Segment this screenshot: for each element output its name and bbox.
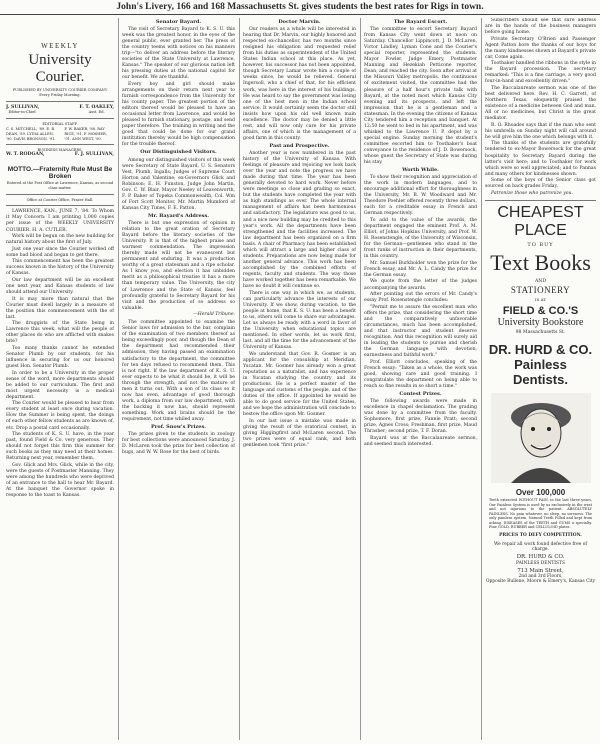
dentist-street: 713 Main Street, xyxy=(517,567,564,574)
paragraph: The following awards were made in excellence in chapel declamation. The grading was done by a committee from the faculty. Sophomore, first prize, Fannie Pratt; second prize, Agnes Cross; Freshman, first prize, Maud Thrasher; second prize, T. F. Doran. xyxy=(364,398,477,435)
divider xyxy=(6,118,114,119)
article-heading: Contest Prizes. xyxy=(399,390,442,397)
paragraph: Gov. Glick and Mrs. Glick, while in the city, were the guests of Postmaster Manning. They were among the hundreds who were deprived of an entrance to the hall to hear Mr. Bayard. At the banquet the Governor spoke in response to the toast to Kansas. xyxy=(6,462,114,499)
paragraph: Subscribers should see that sure address are in the hands of the business managers before going home. xyxy=(485,18,596,36)
patronize-note: Patronize those who patronize you. xyxy=(491,190,573,196)
paragraph: The Baccalaureate sermon was one of the best delivered here. Rev. H. C. Garrett, of Northern Texas, eloquently praised the existence of a medicine between God and man. All or no medicines, but Christ is the great mediator. xyxy=(485,86,596,122)
dentist-name: DR. HURD & CO. xyxy=(488,342,593,358)
paragraph: Mr. Samuel Burkholder won the prize for the French essay, and Mr. A. L. Candy the prize for the German essay. xyxy=(364,260,477,278)
paragraph: After pointing out the errors of Mr. Candy's essay Prof. Rosenstengle concludes: xyxy=(364,292,477,304)
masthead-publisher: PUBLISHED BY UNIVERSITY COURIER COMPANY xyxy=(12,88,108,92)
dentist-opposite: Opposite Bullene, Moore & Emery's, Kansas City xyxy=(485,579,596,585)
paragraph: In order to be a University in the proper sense of the word, more departments should be added to our curriculum. The first and most urgent necessity is a medical department. xyxy=(6,370,114,400)
divider xyxy=(6,205,114,206)
ad-cheapest: CHEAPEST PLACE xyxy=(497,203,584,239)
dentist-over: Over 100,000 xyxy=(515,488,566,498)
paragraph: There is but one expression of opinion in relation to the great oration of Secretary Bayard before the literary societies of the University. It is that of the highest praise and warmest commendation. The impression thereby made will not be evanescent but permanent and enduring. It was a production worthy of a great statesman and a ripe scholar. As I know you, and election it has unbidden merit as a philosophical treatise it has a more than temporary value. The University, the city of Lawrence and the State of Kansas, feel profoundly grateful to Secretary Bayard for his visit and the production of so address so valuable. xyxy=(122,221,235,311)
column-1 xyxy=(6,18,114,740)
staff-left: C. S. MITCHELL, '89. E. B. DEAN, '89. LYDIA ALLEN, '90. DAVIS BRONSON, '91. xyxy=(6,126,56,141)
article-heading: The Bayard Escort. xyxy=(393,19,448,25)
ad-and: AND xyxy=(534,278,547,284)
paragraph: To add to the value of the awards, the department engaged the eminent Prof. A. M. Elliot, of Johns Hopkins University, and Prof. W. H. Rosenstengle, of the University of Wisconsin, for the German—gentlemen who stand in the front ranks of instruction in their departments, in this country. xyxy=(364,218,477,260)
paragraph: Another year is now numbered in the past history of the University of Kansas. With feelings of pleasure and rejoicing we look back over the year and note the progress we have made during that time. The year has been generally devoted to hard work. Never before were meetings so close and grading so exact, but the students have completed the year with as high standings as ever. The whole internal management of affairs has been harmonious and satisfactory. The legislature was good to us, and a nice new building may be credited to this year's work. All the departments have been strengthened and the facilities increased. The law department has been organized on a firm basis. A chair of Pharmacy has been established which will attract a large and higher class of students. Preparations are now being made for another general advance. This work has been accomplished by the combined efforts of regents, faculty and students. The way those have worked together has been remarkable. We have no doubt it will continue so. xyxy=(243,150,356,290)
editor-name: J. SULLIVAN, xyxy=(6,104,40,110)
paragraph: Among our distinguished visitors of this week were Secretary of State Bayard, U. S. Senators Vest, Plumb, Ingalls; Judges of Supreme Court Horton and Valentine; ex-Governors Glick and Robinson; E. H. Funston, Judge John Martin, Gov. C. W. Blair, Mayor Neeley of Leavenworth, F. P. Baker of Topeka Commonwealth, Col. Wm of Fort Scott Monitor, Mr. Martin Mumford of Kansas City Times, F. E. Patton. xyxy=(122,157,235,211)
paragraph: The Courier would be pleased to hear from every student at least once during vacation. How the Summer is being spent, the doings of each other fellow students as are known of, etc. Drop a postal card occasionally. xyxy=(6,401,114,431)
paragraph: R. O. Rhoades says that if the man who sent his umbrella on Sunday night will call around he will give him the one which belongs with it. xyxy=(485,122,596,140)
column-4 xyxy=(364,18,477,740)
office-note: Office at Courier Office, Frazer Hall. xyxy=(26,197,94,202)
paragraph: LAWRENCE, KAN., JUNE 7, '84. To Whom it May Concern: I am printing 1,000 copies per issue of the WEEKLY UNIVERSITY COURIER. H. A. CUTLER. xyxy=(6,209,114,233)
article-heading: Prof. Snow's Prizes. xyxy=(150,424,207,431)
paragraph: Bayard was at the Baccalaureate sermon, and seemed much interested. xyxy=(364,435,477,447)
masthead-title: University Courier. xyxy=(28,52,92,85)
bm-1: W. T. RODGAN, xyxy=(6,152,45,158)
paragraph: This commencement has been the greatest success known in the history of the University of Kansas. xyxy=(6,259,114,277)
bookstore-ad xyxy=(485,200,596,336)
bm-2: F. J. SULLIVAN, xyxy=(74,152,114,158)
paragraph: The committee to escort Secretary Bayard from Kansas City went down at noon on Saturday. Chancellor Lippincott, J. D. McLaren, Victor Lindley, Lyman Cone and the Courier's special reporter, represented the students. Mayor Fowler, Judge Emery, Postmaster Manning and Hezekiah Petticone reporter, Dean, and reached the city. Soon after arrival at the Missouri Valley metropolis, the continuous of excitement visited, the committee had the pleasure of a half hour's private talk with Bayard, at the noted most which Kansas City evening and its prospects, and left the impression that he is a gentleman and a statesman. In the evening the citizens of Kansas City tendered him a reception and banquet. At 12:50 he went to bed in his apartment, and was whisked to the Lawrence U. P. depot by a special engine. Sunday morning the student's committee escorted him to Toothaker's boat conveyance to the residence of J. D. Bowersock, whose guest the Secretary of State was during his stay. xyxy=(364,27,477,166)
column-rule xyxy=(118,18,119,740)
paragraph: Some of the boys of the Senior class got sourced on back grades Friday. xyxy=(485,178,596,190)
paragraph: Just one year since the Courier worked off some bad blood and began to get there. xyxy=(6,246,114,258)
paragraph: It is may more than natural that the Courier must dwell largely in a measure of the position this commencement with the of last. xyxy=(6,296,114,320)
paragraph: Our law department will be an excellent one next year, and Kansas students of law should attend our University. xyxy=(6,277,114,295)
masthead-frequency: Every Friday Morning. xyxy=(39,92,81,97)
paragraph: Our readers as a whole will be interested in hearing that Dr. Marvin, our highly honored and respected ex-chancellor, has two months since resigned his obligation and requested relief from his duties as superintendent of the United States Indian school at this place. As yet, however, his successor has not been appointed, though Secretary Lamar wrote him a couple of weeks since, he would be relieved. General Ingersoll, who a chief of that, for his efficient work, was here in the interest of his buildings. He was heard to say the government was losing one of the best men in the Indian school service. It would certainly seem the doctor still insists how upon his old well known main excellence. The doctor may be denied a little rest, and will now only care for his private affairs, one of which is the management of a good farm in this county. xyxy=(243,27,356,141)
dentist-firm: DR. HURD & CO. xyxy=(516,554,565,561)
editor-role: Editor-in-Chief. xyxy=(8,110,37,115)
paragraph: "Permit me to assure the excellent man who offers the prize, that considering the short time and the comparatively unfavorable circumstances, much has been accomplished, and that instructor and student deserve recognition. And this recognition will surely aid in leading the students to pursue and cherish the German language with devotion, earnestness and faithful work." xyxy=(364,304,477,359)
paragraph: To show their recognition and appreciation of the work in modern languages, and to encourage additional effort for thoroughness in the University, Mr. B. W. Woodward and Mr. Theodore Poehler offered recently three dollars, each for a creditable essay in French and German respectively. xyxy=(364,175,477,217)
column-2 xyxy=(122,18,235,740)
paragraph: The students of K. S. U. have, in the year past, found Field & Co. very generous. They should not forget this firm this summer for such books as they may need at their homes. Returning next year, remember them. xyxy=(6,432,114,462)
masthead xyxy=(6,42,114,206)
paragraph: The committee appointed to examine the Senior laws for admission to the bar, complain of the examination of two members thereof as being exceedingly poor, and though the Dean of the department had recommended their admission, they having passed an examination satisfactory to the department, the committee for ten days refused to recommend them. This is not right. If the law department of K. S. U. ever expects to be what it should be, it will be through the strength, and not the mature of men it turns out. With a son of its class so it now has even, advantage of good thorough work, a diploma from our law department, with the backing it now has, should represent something. Work and brains should be the requirement, not time whiled away. xyxy=(122,320,235,422)
divider xyxy=(6,194,114,195)
dentist-tail: We repair all work found defective free of charge. xyxy=(493,541,587,553)
divider xyxy=(6,101,114,102)
paragraph: We quote from the letter of the judges accompanying the awards. xyxy=(364,279,477,291)
paragraph: Work will be begun on the new building for natural history about the first of July. xyxy=(6,234,114,246)
article-heading: Senator Bayard. xyxy=(155,19,202,25)
article-heading: Doctor Marvin. xyxy=(278,19,321,25)
paragraph: The thanks of the students are gratefully tendered to ex-Mayor Bowersock for the great hospitality to Secretary Bayard during the latter's visit here; and to Toothaker for work which were so well appreciated; and to Pannas and many others for kindnesses shown. xyxy=(485,141,596,177)
paragraph: The visit of Secretary Bayard to K. S. U. this week was the greatest honor, in the eyes of the general public, ever granted her. The press of the country teems with notices on his manners trip—"to deliver an address before the literary societies of the State University at Lawrence, Kansas." The speaker of our glorious nation left his pressing duties at the national capitol for our benefit. We are thankful. xyxy=(122,27,235,81)
paragraph: Private Secretary O'Brien and Passenger Agent Patton bore the thanks of our boys for the many kindnesses shown at Bayard's private car, Come again. xyxy=(485,36,596,60)
divider xyxy=(6,144,114,145)
paragraph: Too many thanks cannot be extended Senator Plumb by our students, for his influence in securing for us our honored guest Hon. Senator Plumb. xyxy=(6,345,114,370)
divider xyxy=(485,200,596,201)
ad-to-buy: TO BUY xyxy=(527,241,554,248)
ad-stationery: STATIONERY xyxy=(510,284,571,295)
column-5 xyxy=(485,18,596,740)
masthead-weekly: WEEKLY xyxy=(41,42,79,50)
paragraph: The druggists of the State being in Lawrence this week, what will the people of other places do who are afflicted with snakes bite? xyxy=(6,321,114,345)
ad-is-at: IS AT xyxy=(535,296,546,302)
paragraph: In our last issue a mistake was made in giving the result of the oratorical contest, in giving Higgingfirst and McLaren second. The two prizes were of equal rank, and both gentlemen took "first prize." xyxy=(243,418,356,448)
bm-heading: BUSINESS MANAGERS. xyxy=(37,148,83,153)
column-1-body xyxy=(6,209,114,499)
ad-text-books: Text Books xyxy=(490,249,591,275)
paragraph: The prizes given to the students in zoology for best collections were announced Saturday. J. D. McLaren took the prize for best collection of bugs, and W. W. Rose for the best of birds. xyxy=(122,432,235,456)
dentist-prices: PRICES TO DEFY COMPETITION. xyxy=(499,532,582,538)
paragraph: Toothaker handled the ribbons in the style in the Bayard procession. The secretary remarked: "This is a fine carriage, a very good four-in-hand and excellently driven." xyxy=(485,61,596,85)
motto: MOTTO.—Fraternity Rule Must Be Broken xyxy=(7,165,113,180)
dentist-fine-print: Teeth extracted WITHOUT PAIN, in the last three years, Our Painless System is used by us exclusively in the west and not injurious to the patient. ABSOLUTELY PAINLESS. No pain whatever, no sleep, no soreness. The only painless system. Natural Teeth Filled and kept from aching. DISEASES of the TEETH and GUMS a specialty. Fine GOLD, RUBBER and CELLULOID plates. xyxy=(489,498,592,530)
dentist-firm-2: PAINLESS DENTISTS xyxy=(516,560,565,566)
ad-field: FIELD & CO.'S xyxy=(502,305,579,317)
column-rule xyxy=(481,18,482,740)
top-banner: John's Livery, 166 and 168 Massachusetts St. gives students the best rates for Rigs in town. xyxy=(0,0,600,15)
paragraph: Prof. Elliott concludes, speaking of the French essay: "Taken as a whole, the work was good, showing care and good training. I congratulate the department on being able to reach so fine results in so short a time." xyxy=(364,359,477,389)
article-heading: Our Distinguished Visitors. xyxy=(140,149,217,156)
portrait-illustration xyxy=(491,393,591,483)
dentist-floors: 2nd and 3rd Floors, xyxy=(518,573,563,579)
article-heading: Mr. Bayard's Address. xyxy=(147,212,210,219)
dentist-ad xyxy=(485,342,596,585)
article-heading: Past and Prospective. xyxy=(269,142,330,149)
column-rule xyxy=(360,18,361,740)
ad-bookstore: University Bookstore xyxy=(497,317,584,328)
paragraph: There is one way in which we, as students, can particularly advance the interests of our University. If we show, during vacation, to the people at home, that K. S. U. has been a benefit to us, others will come to share our advantages. Let us always be ready with a word in favor of the University when educational topics are mentioned. In other words, let us work first, last, and all the time for the advancement of the University of Kansas. xyxy=(243,290,356,350)
dentist-slogan: Painless Dentists. xyxy=(513,357,568,388)
attribution: —Herald Tribune. xyxy=(193,312,235,318)
staff-heading: EDITORIAL STAFF. xyxy=(42,122,78,127)
paragraph: Every boy and girl should make arrangements on their return next year to furnish correspondence from the University for his county paper. The greatest portion of the editors thereof would be pleased to have an occasional letter from Lawrence, and would be pleased to furnish stationary, postage, and send paper therefore. The training in writing and the good that could be done for our grand institution thereby would be high compensation for the trouble thereof. xyxy=(122,81,235,148)
article-heading: Worth While. xyxy=(402,167,439,174)
paragraph: We understand that Gov. R. Gosmer is an applicant for the consulship at Meridian, Yucatan. Mr. Gosmer has already won a great reputation as a naturalist, and has experience in Yucatan studying the country and its productions. He is a perfect master of the language and customs of the people, and of the duties of the office. If appointed he would be able to do good service for the United States, and we hope the administration will conclude to bestow the office upon Mr. Gosmer. xyxy=(243,351,356,417)
column-3 xyxy=(243,18,356,740)
column-rule xyxy=(239,18,240,740)
asst-editor-name: F. T. OAKLEY, xyxy=(79,104,114,110)
entry-note: Entered at the Post Office at Lawrence, Kansas, as second class matter. xyxy=(6,180,114,190)
asst-editor-role: Asst. Ed. xyxy=(88,110,105,115)
staff-right: F. W. BAKER, '88. RAY RICE, '91. F. MOSHER, '91. ANN WEST, '90. xyxy=(64,126,107,141)
ad-address: 98 Massachusetts St. xyxy=(515,330,566,335)
